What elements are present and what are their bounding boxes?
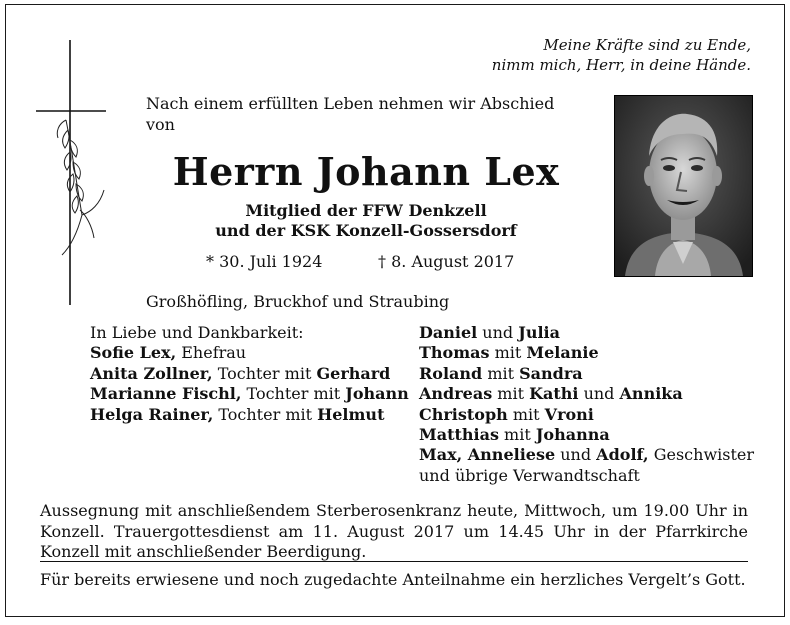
places: Großhöfling, Bruckhof und Straubing bbox=[146, 292, 450, 311]
mourners-left bbox=[90, 323, 420, 425]
mourner-name: Sofie Lex, bbox=[90, 343, 177, 363]
mourner-name: Sandra bbox=[519, 363, 583, 383]
mourner-row bbox=[419, 425, 764, 445]
connector: mit bbox=[492, 384, 530, 404]
mourner-name: Anita Zollner, bbox=[90, 363, 213, 383]
divider bbox=[40, 561, 748, 562]
mourner-name: Adolf, bbox=[596, 445, 649, 465]
mourner-partner: Helmut bbox=[317, 404, 385, 424]
mourner-name: Max, Anneliese bbox=[419, 445, 556, 465]
connector: mit bbox=[482, 363, 520, 383]
intro-line-2: von bbox=[146, 115, 175, 134]
intro-line-1: Nach einem erfüllten Leben nehmen wir Abschied bbox=[146, 94, 555, 113]
mourner-relation: Ehefrau bbox=[176, 343, 247, 363]
mourner-name: Julia bbox=[518, 323, 560, 342]
mourner-name: Vroni bbox=[544, 404, 594, 424]
mourners-heading: In Liebe und Dankbarkeit: bbox=[90, 323, 304, 342]
thanks-line: Für bereits erwiesene und noch zugedachte Anteilnahme ein herzliches Vergelt’s Gott. bbox=[40, 570, 746, 589]
mourners-right bbox=[419, 323, 764, 486]
connector: mit bbox=[498, 425, 536, 445]
mourner-name: Marianne Fischl, bbox=[90, 384, 242, 404]
connector: mit bbox=[507, 404, 545, 424]
mourner-row bbox=[419, 364, 764, 384]
mourner-row bbox=[90, 343, 420, 363]
mourner-name: Roland bbox=[419, 363, 483, 383]
mourner-name: Annika bbox=[619, 384, 683, 404]
mourner-relation: Tochter mit bbox=[212, 363, 317, 383]
mourner-row: und übrige Verwandtschaft bbox=[419, 465, 640, 485]
mourner-name: Christoph bbox=[419, 404, 508, 424]
intro-text bbox=[146, 93, 586, 135]
mourner-relation: Geschwister bbox=[648, 445, 755, 465]
mourner-partner: Gerhard bbox=[316, 363, 391, 383]
service-line-1: Aussegnung mit anschließendem Sterberosenkranz heute, Mittwoch, um 19.00 Uhr in bbox=[40, 501, 748, 520]
mourner-name: Melanie bbox=[526, 343, 599, 363]
death-date: † 8. August 2017 bbox=[378, 252, 515, 271]
connector: mit bbox=[489, 343, 527, 363]
mourner-relation: Tochter mit bbox=[213, 404, 318, 424]
mourner-relation: Tochter mit bbox=[241, 384, 346, 404]
mourner-row bbox=[90, 405, 420, 425]
mourner-name: Andreas bbox=[419, 384, 493, 404]
verse-line-2: nimm mich, Herr, in deine Hände. bbox=[491, 56, 751, 74]
mourner-row bbox=[90, 384, 420, 404]
cross-with-wheat-icon bbox=[36, 40, 106, 305]
mourner-row bbox=[90, 364, 420, 384]
mourner-name: Johanna bbox=[535, 425, 610, 445]
connector: und bbox=[555, 445, 597, 465]
deceased-name: Herrn Johann Lex bbox=[172, 149, 560, 194]
mourner-name: Thomas bbox=[419, 343, 490, 363]
service-info bbox=[40, 501, 748, 563]
membership-line-2: und der KSK Konzell-Gossersdorf bbox=[215, 221, 517, 240]
verse-line-1: Meine Kräfte sind zu Ende, bbox=[543, 36, 751, 54]
mourner-partner: Johann bbox=[345, 384, 409, 404]
mourner-name: Daniel bbox=[419, 323, 478, 342]
birth-date: * 30. Juli 1924 bbox=[206, 252, 323, 271]
mourner-name: Helga Rainer, bbox=[90, 404, 214, 424]
mourner-row bbox=[419, 445, 764, 465]
connector: und bbox=[477, 323, 519, 342]
service-line-3: Konzell mit anschließender Beerdigung. bbox=[40, 542, 367, 561]
obituary-notice bbox=[5, 4, 785, 617]
mourner-row bbox=[419, 323, 764, 343]
verse bbox=[446, 35, 751, 75]
membership bbox=[146, 201, 586, 241]
service-line-2: Konzell. Trauergottesdienst am 11. August 2017 um 14.45 Uhr in der Pfarrkirche bbox=[40, 521, 748, 541]
connector: und bbox=[578, 384, 620, 404]
mourner-row bbox=[419, 405, 764, 425]
mourner-row bbox=[419, 343, 764, 363]
mourner-name: Kathi bbox=[529, 384, 579, 404]
mourner-row bbox=[419, 384, 764, 404]
mourner-name: Matthias bbox=[419, 425, 499, 445]
membership-line-1: Mitglied der FFW Denkzell bbox=[245, 201, 487, 220]
portrait-photo bbox=[614, 95, 753, 277]
